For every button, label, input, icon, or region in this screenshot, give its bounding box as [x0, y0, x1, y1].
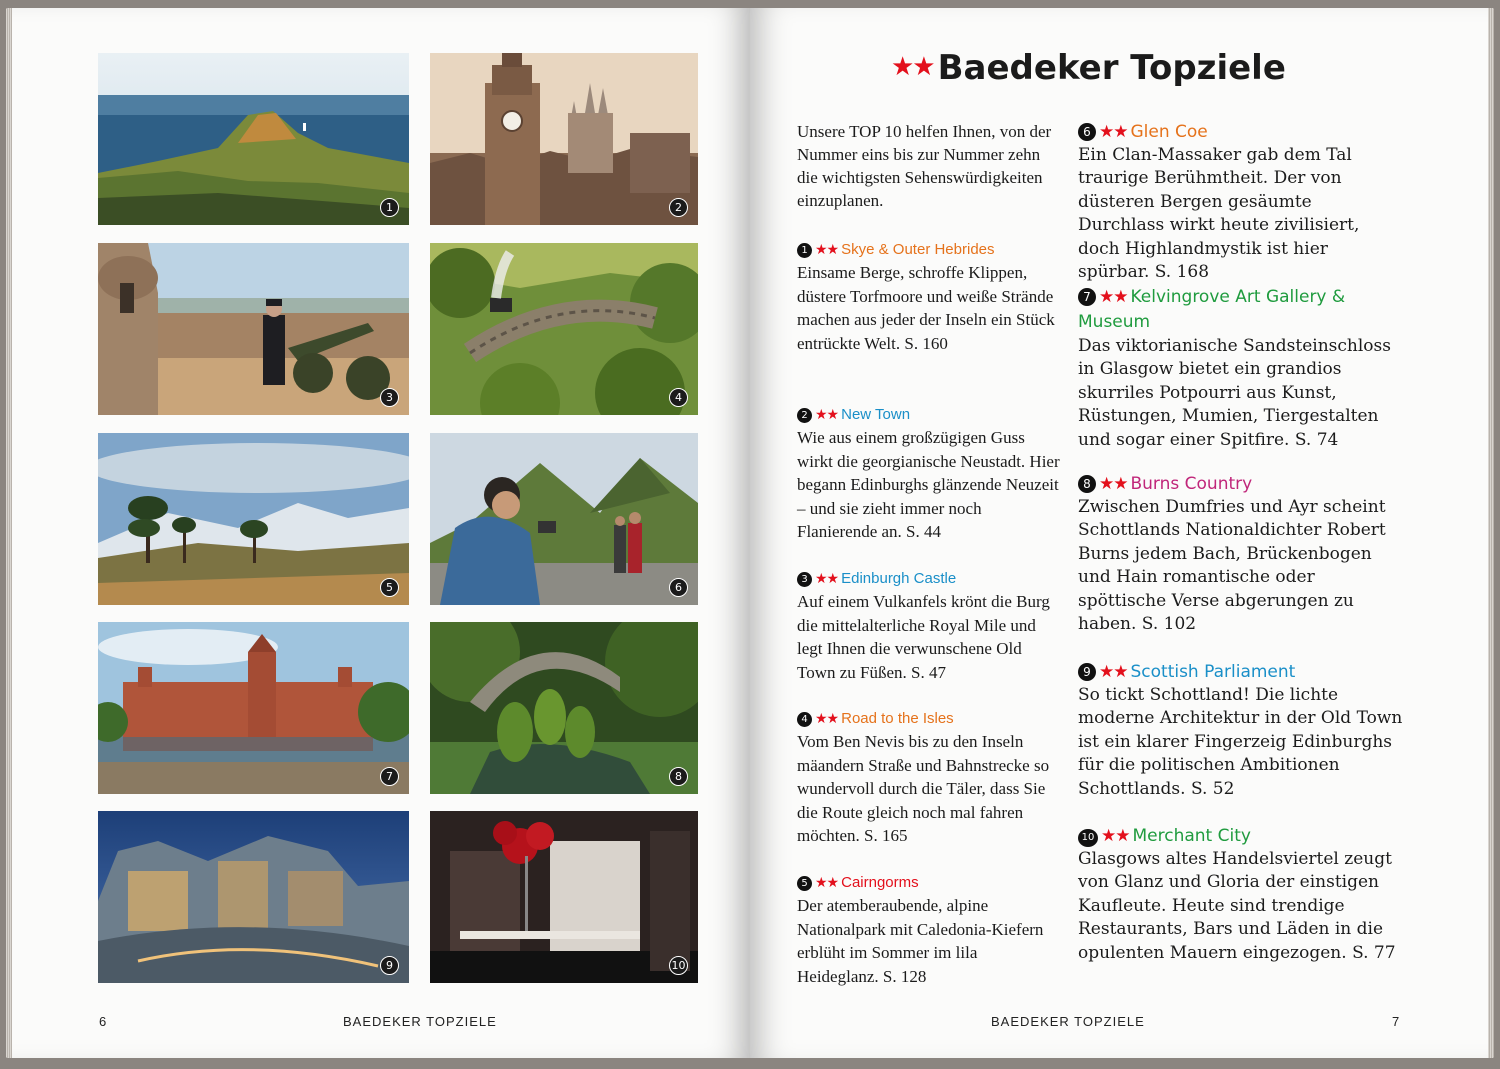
entry-title: New Town: [841, 406, 911, 423]
star-icon: ★★: [1099, 474, 1128, 493]
star-icon: ★★: [815, 874, 839, 890]
photo-number: 3: [380, 388, 399, 407]
number-badge: 6: [1078, 123, 1096, 141]
page-edge-right: [1488, 8, 1494, 1058]
entry-text: Wie aus einem großzügigen Guss wirkt die georgianische Neustadt. Hier begann Edinburghs glänzende Neuzeit – und sie zieht immer noch Flanierende an. S. 44: [797, 428, 1060, 541]
photo-5: [98, 433, 409, 605]
entry-title: Road to the Isles: [841, 710, 954, 727]
entry-title: Cairngorms: [841, 874, 919, 891]
number-badge: 1: [797, 243, 812, 258]
star-rating-icon: ★★: [891, 51, 934, 81]
number-badge: 3: [797, 572, 812, 587]
photo-number: 8: [669, 767, 688, 786]
running-head-right: BAEDEKER TOPZIELE: [991, 1014, 1145, 1029]
photo-7: [98, 622, 409, 794]
number-badge: 2: [797, 408, 812, 423]
entry-1: [797, 238, 1062, 355]
star-icon: ★★: [815, 710, 839, 726]
photo-1: [98, 53, 409, 225]
entry-title: Merchant City: [1132, 826, 1251, 846]
entry-title: Burns Country: [1130, 474, 1253, 494]
entry-text: Der atemberaubende, alpine Nationalpark mit Caledonia-Kiefern erblüht im Sommer im lila Heidеglanz. S. 128: [797, 896, 1044, 986]
intro-text: Unsere TOP 10 helfen Ihnen, von der Nummer eins bis zur Nummer zehn die wichtigsten Sehenswürdigkeiten einzuplanen.: [797, 122, 1052, 210]
photo-number: 10: [669, 956, 688, 975]
photo-9: [98, 811, 409, 983]
entry-title: Edinburgh Castle: [841, 570, 957, 587]
entry-2: [797, 403, 1062, 544]
entry-5: [797, 871, 1062, 988]
page-edge-left: [6, 8, 12, 1058]
photo-4: [430, 243, 698, 415]
text-column-1: [797, 120, 1062, 212]
star-icon: ★★: [815, 570, 839, 586]
entry-title: Kelvingrove Art Gallery & Museum: [1078, 287, 1346, 332]
number-badge: 5: [797, 876, 812, 891]
number-badge: 4: [797, 712, 812, 727]
entry-text: Auf einem Vulkanfels krönt die Burg die mittelalterliche Royal Mile und legt Ihnen die verwunschene Old Town zu Füßen. S. 47: [797, 592, 1050, 682]
photo-number: 1: [380, 198, 399, 217]
right-page: [750, 8, 1494, 1058]
star-icon: ★★: [1099, 122, 1128, 141]
page-number-right: 7: [1392, 1014, 1401, 1029]
star-icon: ★★: [815, 241, 839, 257]
entry-title: Skye & Outer Hebrides: [841, 241, 995, 258]
entry-7: [1078, 285, 1403, 452]
entry-text: Einsame Berge, schroffe Klippen, düstere Torfmoore und weiße Strände machen aus jeder der Inseln ein Stück entrückte Welt. S. 160: [797, 263, 1055, 353]
entry-text: Das viktorianische Sandsteinschloss in Glasgow bietet ein grandios skurriles Potpourri aus Kunst, Rüstungen, Mumien, Tiergestalten und sogar einer Spitfire. S. 74: [1078, 336, 1391, 450]
entry-text: Vom Ben Nevis bis zu den Inseln mäandern Straße und Bahnstrecke so wundervoll durch die Täler, dass Sie die Route gleich noch mal fahren möchten. S. 165: [797, 732, 1050, 845]
entry-3: [797, 567, 1062, 684]
star-icon: ★★: [1099, 287, 1128, 306]
entry-text: Glasgows altes Handelsviertel zeugt von Glanz und Gloria der einstigen Kaufleute. Heute sind trendige Restaurants, Bars und Läden in die opulenten Mauern eingezogen. S. 77: [1078, 849, 1396, 963]
photo-10: [430, 811, 698, 983]
entry-text: Zwischen Dumfries und Ayr scheint Schottlands Nationaldichter Robert Burns jedem Bach, Brückenbogen und Hain romantische oder spöttische Verse abgerungen zu haben. S. 102: [1078, 497, 1386, 635]
photo-6: [430, 433, 698, 605]
entry-8: [1078, 472, 1403, 636]
left-page: [6, 8, 750, 1058]
entry-text: So tickt Schottland! Die lichte moderne Architektur in der Old Town ist ein klarer Fingerzeig Edinburghs für die politischen Ambitionen Schottlands. S. 52: [1078, 685, 1403, 799]
heading-text: Baedeker Topziele: [937, 48, 1286, 88]
star-icon: ★★: [1101, 826, 1130, 845]
photo-number: 5: [380, 578, 399, 597]
star-icon: ★★: [815, 406, 839, 422]
entry-4: [797, 707, 1062, 848]
photo-number: 7: [380, 767, 399, 786]
photo-number: 2: [669, 198, 688, 217]
number-badge: 8: [1078, 475, 1096, 493]
entry-6: [1078, 120, 1403, 284]
page-title: [891, 48, 1286, 88]
entry-title: Glen Coe: [1130, 122, 1208, 142]
running-head-left: BAEDEKER TOPZIELE: [343, 1014, 497, 1029]
entry-10: [1078, 824, 1403, 965]
entry-text: Ein Clan-Massaker gab dem Tal traurige Berühmtheit. Der von düsteren Bergen gesäumte Durchlass wirkt heute zivilisiert, doch Highlandmystik ist hier spürbar. S. 168: [1078, 145, 1360, 283]
photo-2: [430, 53, 698, 225]
entry-title: Scottish Parliament: [1130, 662, 1296, 682]
photo-8: [430, 622, 698, 794]
entry-9: [1078, 660, 1403, 801]
number-badge: 10: [1078, 829, 1098, 847]
number-badge: 9: [1078, 663, 1096, 681]
photo-number: 9: [380, 956, 399, 975]
number-badge: 7: [1078, 288, 1096, 306]
page-number-left: 6: [99, 1014, 108, 1029]
photo-number: 6: [669, 578, 688, 597]
photo-number: 4: [669, 388, 688, 407]
star-icon: ★★: [1099, 662, 1128, 681]
photo-3: [98, 243, 409, 415]
